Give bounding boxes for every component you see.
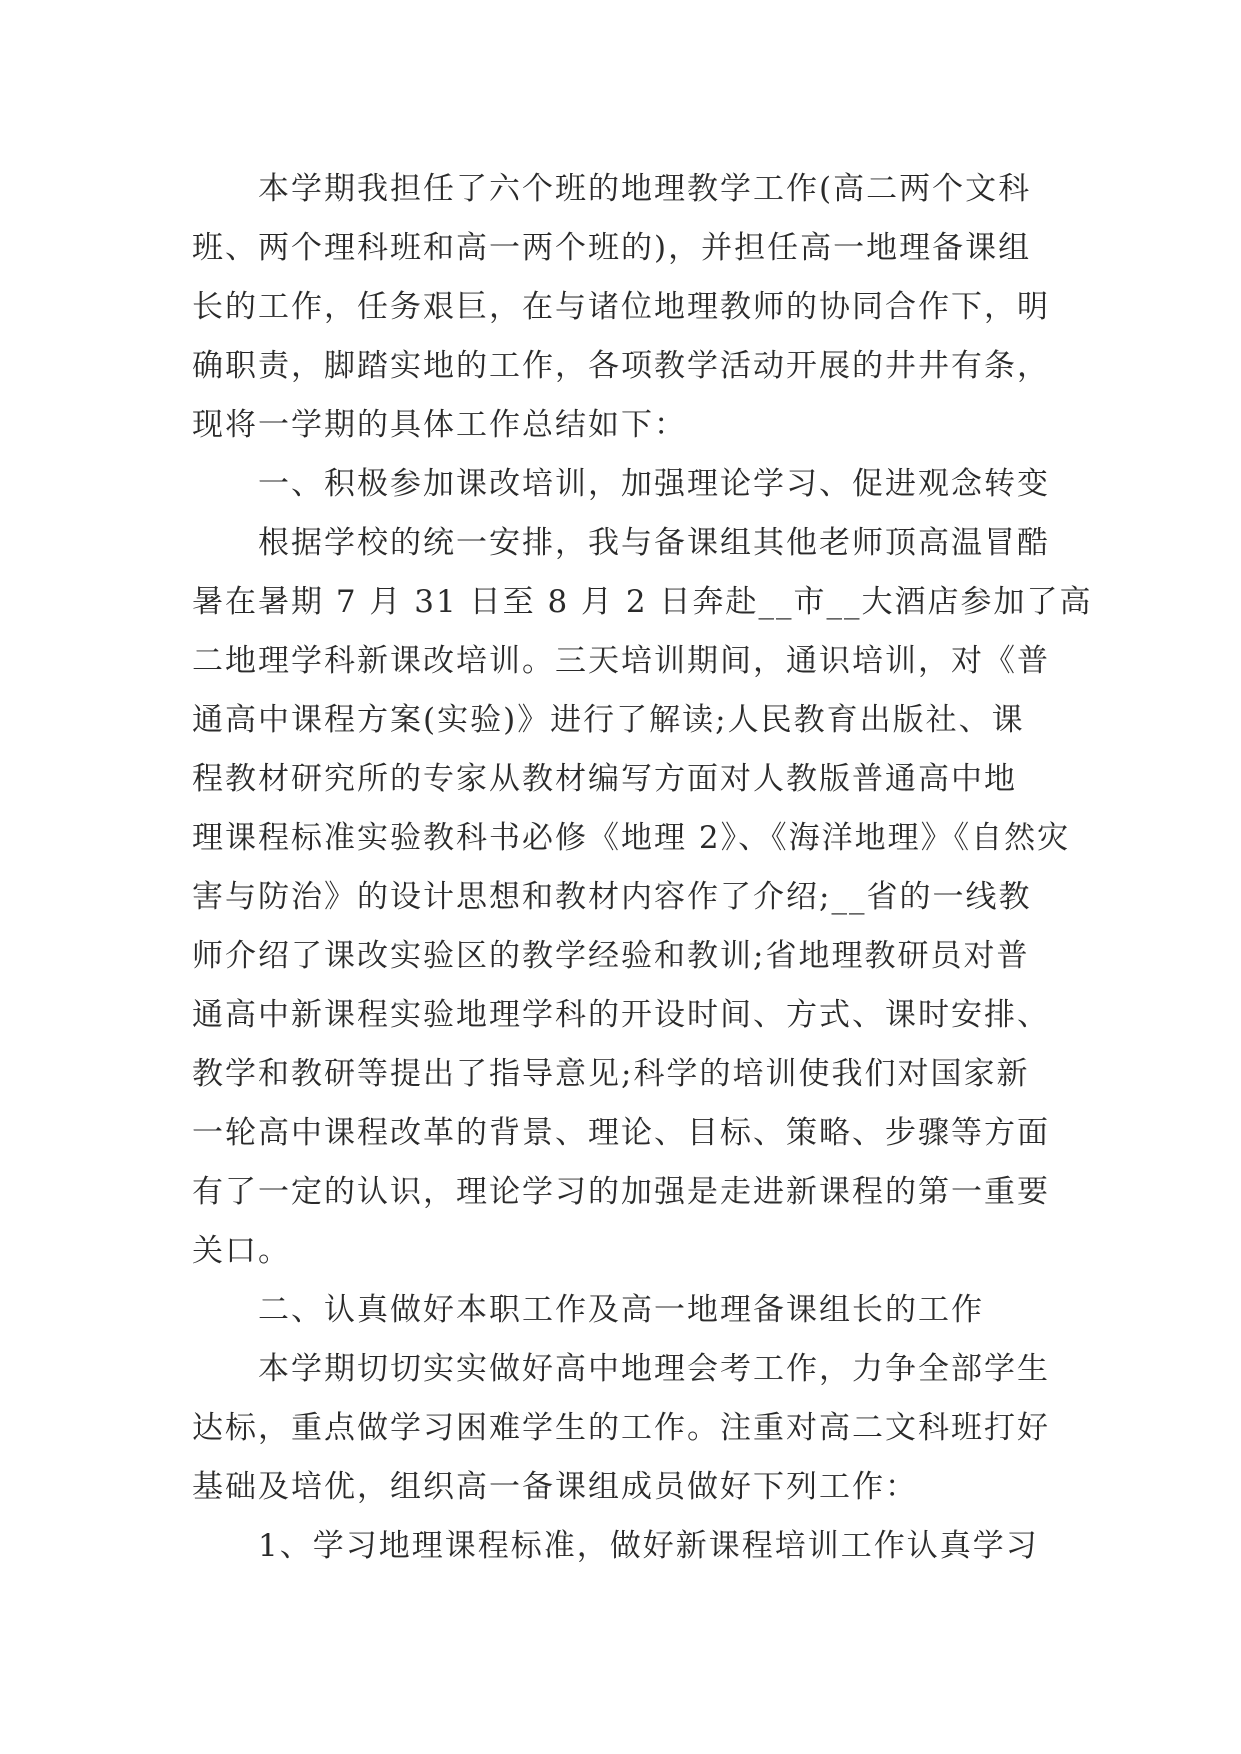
text-line: 一、积极参加课改培训，加强理论学习、促进观念转变 xyxy=(258,466,1050,502)
text-line: 理课程标准实验教科书必修《地理 2》、《海洋地理》《自然灾 xyxy=(192,820,1071,856)
text-line: 本学期切切实实做好高中地理会考工作，力争全部学生 xyxy=(258,1351,1050,1387)
text-line: 1、学习地理课程标准，做好新课程培训工作认真学习 xyxy=(258,1528,1039,1564)
text-line: 班、两个理科班和高一两个班的)，并担任高一地理备课组 xyxy=(192,230,1032,266)
text-line: 教学和教研等提出了指导意见;科学的培训使我们对国家新 xyxy=(192,1056,1030,1092)
text-line: 有了一定的认识，理论学习的加强是走进新课程的第一重要 xyxy=(192,1174,1050,1210)
text-line: 达标，重点做学习困难学生的工作。注重对高二文科班打好 xyxy=(192,1410,1050,1446)
text-line: 根据学校的统一安排，我与备课组其他老师顶高温冒酷 xyxy=(258,525,1050,561)
text-line: 通高中新课程实验地理学科的开设时间、方式、课时安排、 xyxy=(192,997,1050,1033)
text-line: 二、认真做好本职工作及高一地理备课组长的工作 xyxy=(258,1292,984,1328)
text-line: 程教材研究所的专家从教材编写方面对人教版普通高中地 xyxy=(192,761,1017,797)
text-line: 师介绍了课改实验区的教学经验和教训;省地理教研员对普 xyxy=(192,938,1030,974)
text-line: 关口。 xyxy=(192,1233,291,1269)
text-line: 暑在暑期 7 月 31 日至 8 月 2 日奔赴__市__大酒店参加了高 xyxy=(192,584,1093,620)
text-line: 一轮高中课程改革的背景、理论、目标、策略、步骤等方面 xyxy=(192,1115,1050,1151)
document-body xyxy=(192,160,1093,1576)
text-line: 长的工作，任务艰巨，在与诸位地理教师的协同合作下，明 xyxy=(192,289,1050,325)
text-line: 本学期我担任了六个班的地理教学工作(高二两个文科 xyxy=(258,171,1032,207)
text-line: 害与防治》的设计思想和教材内容作了介绍;__省的一线教 xyxy=(192,879,1032,915)
text-line: 二地理学科新课改培训。三天培训期间，通识培训，对《普 xyxy=(192,643,1050,679)
text-line: 通高中课程方案(实验)》进行了解读;人民教育出版社、课 xyxy=(192,702,1025,738)
text-line: 现将一学期的具体工作总结如下： xyxy=(192,407,687,443)
text-line: 确职责，脚踏实地的工作，各项教学活动开展的井井有条， xyxy=(192,348,1050,384)
text-line: 基础及培优，组织高一备课组成员做好下列工作： xyxy=(192,1469,918,1505)
